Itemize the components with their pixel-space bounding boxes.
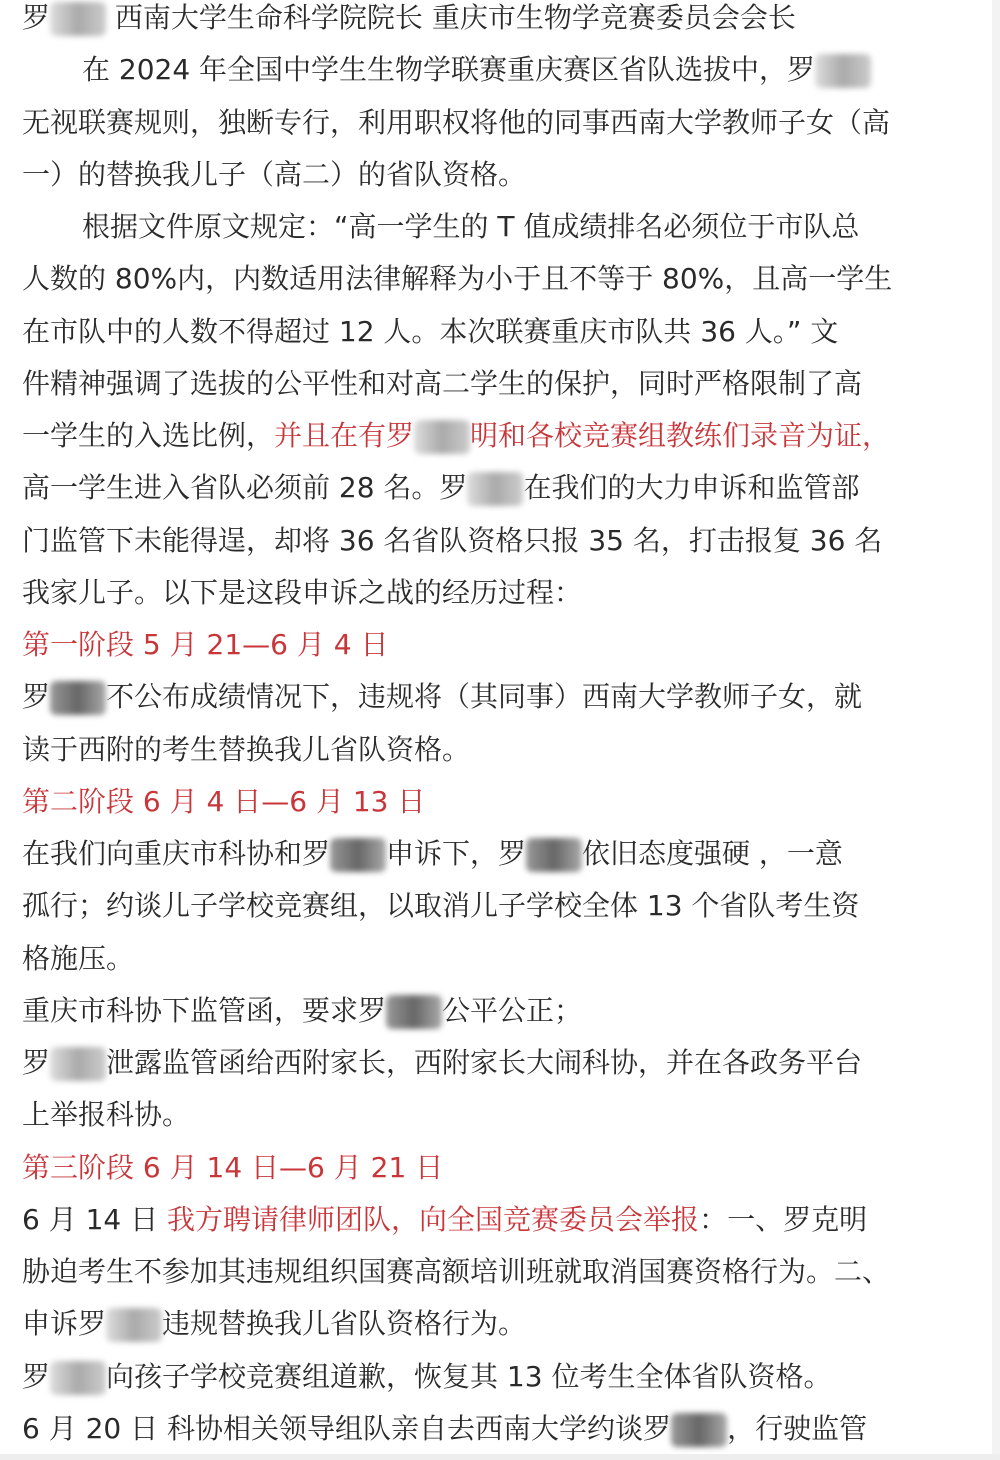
text-segment: 高一学生进入省队必须前 28 名。罗 [22,471,468,505]
text-segment: 依旧态度强硬 ，一意 [582,837,843,870]
text-line [22,0,982,44]
text-line [22,1089,982,1141]
text-line [22,201,982,253]
redacted-name [414,420,470,454]
text-line [22,724,982,776]
text-line [22,985,982,1037]
redacted-name [50,1047,106,1081]
text-segment: 我家儿子。以下是这段申诉之战的经历过程： [22,575,583,609]
text-segment: 向孩子学校竞赛组道歉，恢复其 13 位考生全体省队资格。 [106,1359,832,1393]
text-line [22,1246,982,1298]
highlighted-text: 明和各校竞赛组教练们录音为证， [470,419,891,452]
text-segment: 在 2024 年全国中学生生物学联赛重庆赛区省队选拔中，罗 [82,53,816,87]
text-segment: 在我们向重庆市科协和罗 [22,837,331,870]
redacted-name [50,2,106,36]
text-segment: 违规替换我儿省队资格行为。 [162,1307,527,1341]
text-segment: 罗 [22,1,51,34]
text-segment: 一学生的入选比例， [22,419,275,452]
text-line [22,149,982,201]
text-line [22,671,982,723]
text-line [22,253,982,305]
redacted-name [50,1361,106,1395]
text-segment: 人数的 80%内，内数适用法律解释为小于且不等于 80%，且高一学生 [22,262,893,296]
text-line [22,1037,982,1089]
text-line [22,933,982,985]
page-bottom-edge [0,1454,1000,1460]
text-segment: 西南大学生命科学院院长 重庆市生物学竞赛委员会会长 [106,1,796,34]
highlighted-text: 并且在有罗 [274,419,415,452]
text-line [22,1351,982,1403]
text-segment: 根据文件原文规定：“高一学生的 T 值成绩排名必须位于市队总 [82,210,860,243]
redacted-name [526,838,582,872]
text-segment: 孤行；约谈儿子学校竞赛组，以取消儿子学校全体 13 个省队考生资 [22,889,860,923]
text-segment: 罗 [22,1359,51,1393]
redacted-name [467,472,523,506]
text-line [22,97,982,149]
text-segment: 胁迫考生不参加其违规组织国赛高额培训班就取消国赛资格行为。二、 [22,1255,891,1288]
text-segment: 上举报科协。 [22,1098,191,1132]
redacted-name [330,838,386,872]
text-segment: 重庆市科协下监管函，要求罗 [22,993,387,1027]
redacted-name [671,1413,727,1447]
text-line [22,1142,982,1194]
text-line [22,567,982,619]
redacted-name [50,681,106,715]
text-segment: 申诉下，罗 [386,837,527,870]
redacted-name [106,1308,162,1342]
text-line [22,1298,982,1350]
text-segment: 6 月 14 日 [22,1202,168,1236]
text-line [22,776,982,828]
text-segment: 件精神强调了选拔的公平性和对高二学生的保护，同时严格限制了高 [22,366,863,400]
text-segment: 罗 [22,680,51,714]
text-segment: 在市队中的人数不得超过 12 人。本次联赛重庆市队共 36 人。” 文 [22,314,839,348]
document-body [22,0,982,1455]
text-segment: 门监管下未能得逞，却将 36 名省队资格只报 35 名，打击报复 36 名 [22,523,883,557]
text-segment: 6 月 20 日 科协相关领导组队亲自去西南大学约谈罗 [22,1411,672,1445]
text-segment: 申诉罗 [22,1307,107,1341]
text-line [22,462,982,514]
text-line [22,515,982,567]
text-segment: 无视联赛规则，独断专行，利用职权将他的同事西南大学教师子女（高 [22,105,891,139]
text-line [22,619,982,671]
text-line [22,358,982,410]
text-line [22,306,982,358]
text-segment: ，行驶监管 [727,1411,868,1445]
text-segment: 格施压。 [22,941,135,975]
page-edge [992,0,1000,1460]
text-line [22,44,982,96]
text-line [22,410,982,462]
text-line [22,828,982,880]
text-segment: 泄露监管函给西附家长，西附家长大闹科协，并在各政务平台 [106,1046,863,1079]
text-line [22,880,982,932]
highlighted-text: 第二阶段 6 月 4 日—6 月 13 日 [22,784,426,818]
text-segment: 罗 [22,1046,51,1079]
text-line [22,1194,982,1246]
highlighted-text: 第三阶段 6 月 14 日—6 月 21 日 [22,1150,444,1184]
text-segment: 在我们的大力申诉和监管部 [523,471,860,505]
text-segment: ：一、罗克明 [699,1202,868,1236]
redacted-name [386,995,442,1029]
text-segment: 公平公正； [442,993,583,1027]
highlighted-text: 第一阶段 5 月 21—6 月 4 日 [22,628,389,661]
text-segment: 一）的替换我儿子（高二）的省队资格。 [22,157,527,191]
redacted-name [815,54,871,88]
text-segment: 不公布成绩情况下，违规将（其同事）西南大学教师子女，就 [106,680,863,714]
highlighted-text: 我方聘请律师团队，向全国竞赛委员会举报 [167,1202,700,1236]
text-segment: 读于西附的考生替换我儿省队资格。 [22,732,471,766]
text-line [22,1403,982,1455]
